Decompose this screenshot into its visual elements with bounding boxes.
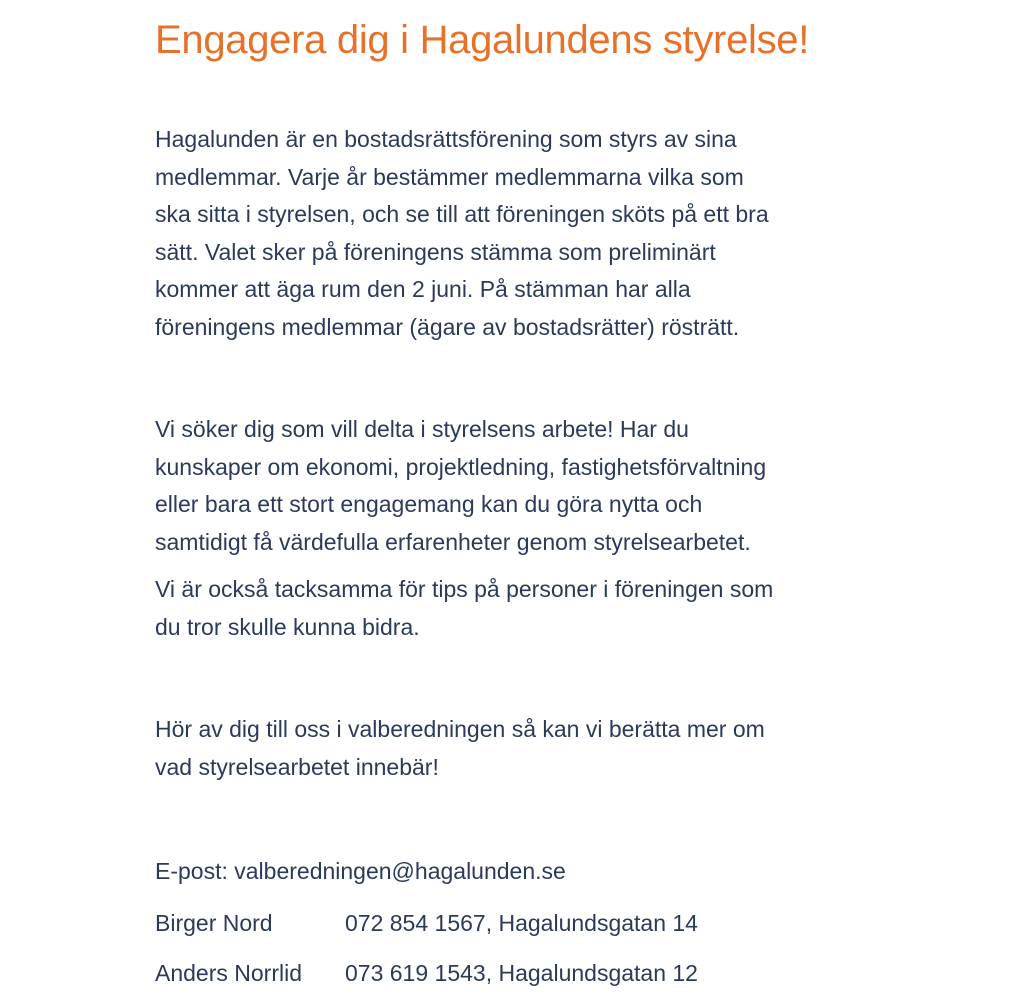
email-link[interactable]: valberedningen@hagalunden.se xyxy=(234,858,566,884)
contact-details: 072 854 1567, Hagalundsgatan 14 xyxy=(345,910,698,936)
tips-paragraph xyxy=(155,571,875,646)
intro-paragraph xyxy=(155,121,875,346)
email-contact xyxy=(155,856,566,886)
recruit-paragraph xyxy=(155,411,875,561)
paragraph-line: Vi söker dig som vill delta i styrelsens arbete! Har du xyxy=(155,416,689,442)
paragraph-line: sätt. Valet sker på föreningens stämma som preliminärt xyxy=(155,238,716,265)
contact-row xyxy=(155,958,698,988)
paragraph-line: kunskaper om ekonomi, projektledning, fastighetsförvaltning xyxy=(155,453,767,480)
contact-us-paragraph xyxy=(155,711,875,786)
paragraph-line: samtidigt få värdefulla erfarenheter genom styrelsearbetet. xyxy=(155,528,751,555)
contact-name: Anders Norrlid xyxy=(155,960,302,986)
paragraph-line: vad styrelsearbetet innebär! xyxy=(155,753,439,780)
paragraph-line: Hagalunden är en bostadsrättsförening som styrs av sina xyxy=(155,126,737,152)
paragraph-line: eller bara ett stort engagemang kan du göra nytta och xyxy=(155,491,703,517)
paragraph-line: Vi är också tacksamma för tips på personer i föreningen som xyxy=(155,576,774,602)
paragraph-line: medlemmar. Varje år bestämmer medlemmarna vilka som xyxy=(155,163,744,190)
contact-details: 073 619 1543, Hagalundsgatan 12 xyxy=(345,960,698,986)
page-title: Engagera dig i Hagalundens styrelse! xyxy=(155,18,810,62)
contact-name: Birger Nord xyxy=(155,910,273,936)
paragraph-line: kommer att äga rum den 2 juni. På stämman har alla xyxy=(155,276,691,302)
paragraph-line: ska sitta i styrelsen, och se till att föreningen sköts på ett bra xyxy=(155,201,769,227)
email-label: E-post: xyxy=(155,858,228,884)
paragraph-line: du tror skulle kunna bidra. xyxy=(155,613,420,640)
contact-row xyxy=(155,908,698,938)
paragraph-line: föreningens medlemmar (ägare av bostadsrätter) rösträtt. xyxy=(155,313,740,340)
paragraph-line: Hör av dig till oss i valberedningen så kan vi berätta mer om xyxy=(155,716,765,742)
